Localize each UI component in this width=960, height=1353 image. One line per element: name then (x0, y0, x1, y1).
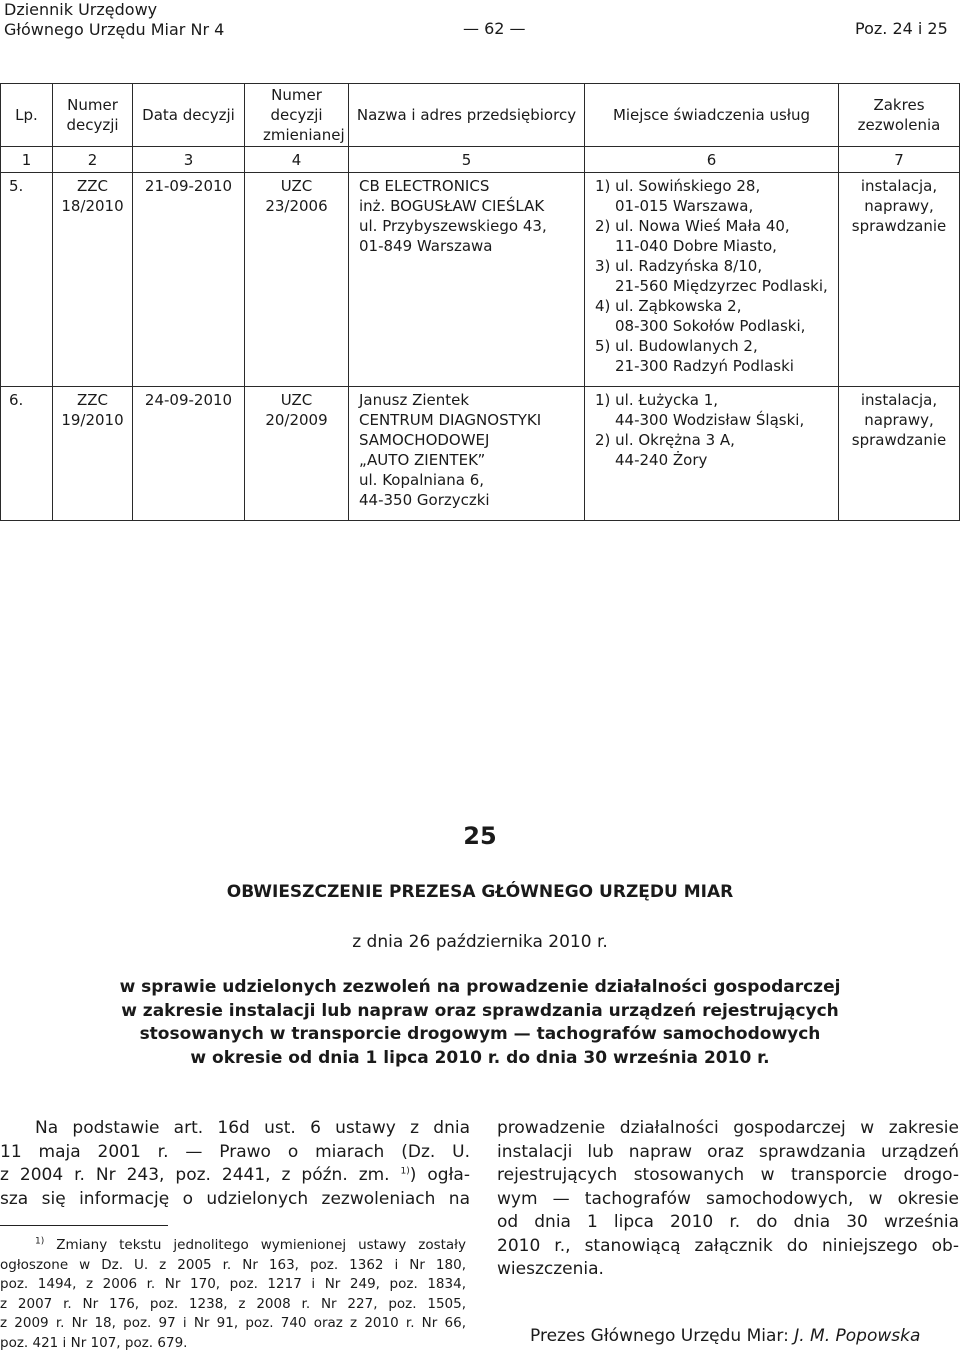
decision-number: ZZC 19/2010 (53, 387, 133, 521)
body-line: od dnia 1 lipca 2010 r. do dnia 30 września (497, 1211, 959, 1235)
permit-scope: instalacja, naprawy, sprawdzanie (839, 173, 960, 387)
permits-table (0, 83, 960, 521)
decision-number: ZZC 18/2010 (53, 173, 133, 387)
col-header-scope: Zakres zezwolenia (839, 84, 960, 147)
permit-scope: instalacja, naprawy, sprawdzanie (839, 387, 960, 521)
document-number: 25 (0, 822, 960, 850)
body-line: sza się informację o udzielonych zezwoleniach na (0, 1188, 470, 1212)
row-lp: 5. (1, 173, 53, 387)
journal-name (4, 0, 224, 40)
body-line: 11 maja 2001 r. — Prawo o miarach (Dz. U. (0, 1141, 470, 1165)
body-text-left (0, 1117, 470, 1211)
column-number: 1 (1, 147, 53, 173)
footnote-marker: 1) (35, 1237, 44, 1247)
decision-date: 24-09-2010 (133, 387, 245, 521)
journal-line-1: Dziennik Urzędowy (4, 0, 224, 20)
footnote-line: $^{1)}$ Zmiany tekstu jednolitego wymienionej ustawy zostały (0, 1236, 466, 1256)
entrepreneur: CB ELECTRONICS inż. BOGUSŁAW CIEŚLAK ul. Przybyszewskiego 43, 01-849 Warszawa (349, 173, 585, 387)
changed-decision-number: UZC 23/2006 (245, 173, 349, 387)
entrepreneur: Janusz Zientek CENTRUM DIAGNOSTYKI SAMOCHODOWEJ „AUTO ZIENTEK” ul. Kopalniana 6, 44-350 Gorzyczki (349, 387, 585, 521)
col-header-entrepreneur: Nazwa i adres przedsiębiorcy (349, 84, 585, 147)
service-places: 1) ul. Łużycka 1, 44-300 Wodzisław Śląski, 2) ul. Okrężna 3 A, 44-240 Żory (585, 387, 839, 521)
changed-decision-number: UZC 20/2009 (245, 387, 349, 521)
signature-name: J. M. Popowska (794, 1326, 920, 1346)
column-number-row (1, 147, 960, 173)
body-line: 2010 r., stanowiącą załącznik do niniejszego ob- (497, 1235, 959, 1259)
footnote-line: poz. 1494, z 2006 r. Nr 170, poz. 1217 i Nr 249, poz. 1834, (0, 1275, 466, 1295)
body-line: prowadzenie działalności gospodarczej w zakresie (497, 1117, 959, 1141)
col-header-decision-date: Data decyzji (133, 84, 245, 147)
footnote-line: ogłoszone w Dz. U. z 2005 r. Nr 163, poz. 1362 i Nr 180, (0, 1256, 466, 1276)
signature-title: Prezes Głównego Urzędu Miar: (530, 1326, 789, 1346)
body-line: instalacji lub napraw oraz sprawdzania urządzeń (497, 1141, 959, 1165)
footnote (0, 1236, 466, 1353)
column-number: 6 (585, 147, 839, 173)
journal-line-2: Głównego Urzędu Miar Nr 4 (4, 20, 224, 40)
col-header-changed-decision: Numer decyzji zmienianej (245, 84, 349, 147)
column-number: 7 (839, 147, 960, 173)
footnote-line: poz. 421 i Nr 107, poz. 679. (0, 1334, 466, 1353)
footnote-ref: 1) (401, 1166, 410, 1176)
signature (530, 1326, 920, 1346)
subject-line: w sprawie udzielonych zezwoleń na prowadzenie działalności gospodarczej (100, 976, 860, 1000)
table-row (1, 387, 960, 521)
column-number: 4 (245, 147, 349, 173)
position-ref: Poz. 24 i 25 (855, 19, 948, 39)
service-places: 1) ul. Sowińskiego 28, 01-015 Warszawa, 2) ul. Nowa Wieś Mała 40, 11-040 Dobre Miasto, 3) ul. Radzyńska 8/10, 21-560 Międzyrzec Podlaski, 4) ul. Ząbkowska 2, 08-300 Sokołów Podlaski, 5) ul. Budowlanych 2, 21-300 Radzyń Podlaski (585, 173, 839, 387)
column-number: 3 (133, 147, 245, 173)
subject-line: stosowanych w transporcie drogowym — tachografów samochodowych (100, 1023, 860, 1047)
col-header-service-place: Miejsce świadczenia usług (585, 84, 839, 147)
decision-date: 21-09-2010 (133, 173, 245, 387)
table-row (1, 173, 960, 387)
col-header-decision-no: Numer decyzji (53, 84, 133, 147)
document-date: z dnia 26 października 2010 r. (0, 932, 960, 952)
subject-line: w okresie od dnia 1 lipca 2010 r. do dnia 30 września 2010 r. (100, 1047, 860, 1071)
document-title: OBWIESZCZENIE PREZESA GŁÓWNEGO URZĘDU MIAR (0, 882, 960, 902)
subject-line: w zakresie instalacji lub napraw oraz sprawdzania urządzeń rejestrujących (100, 1000, 860, 1024)
footnote-line: z 2009 r. Nr 18, poz. 97 i Nr 91, poz. 740 oraz z 2010 r. Nr 66, (0, 1314, 466, 1334)
body-line: wieszczenia. (497, 1258, 959, 1282)
document-subject (100, 976, 860, 1070)
table-header-row (1, 84, 960, 147)
col-header-lp: Lp. (1, 84, 53, 147)
page-number: — 62 — (463, 19, 526, 39)
body-text-right (497, 1117, 959, 1282)
column-number: 5 (349, 147, 585, 173)
body-line: Na podstawie art. 16d ust. 6 ustawy z dnia (0, 1117, 470, 1141)
body-line: wym — tachografów samochodowych, w okresie (497, 1188, 959, 1212)
footnote-line: z 2007 r. Nr 176, poz. 1238, z 2008 r. Nr 227, poz. 1505, (0, 1295, 466, 1315)
body-line: rejestrujących stosowanych w transporcie drogo- (497, 1164, 959, 1188)
column-number: 2 (53, 147, 133, 173)
footnote-divider (0, 1225, 168, 1226)
body-line: z 2004 r. Nr 243, poz. 2441, z późn. zm. $^{1)}$) ogła- (0, 1164, 470, 1188)
row-lp: 6. (1, 387, 53, 521)
